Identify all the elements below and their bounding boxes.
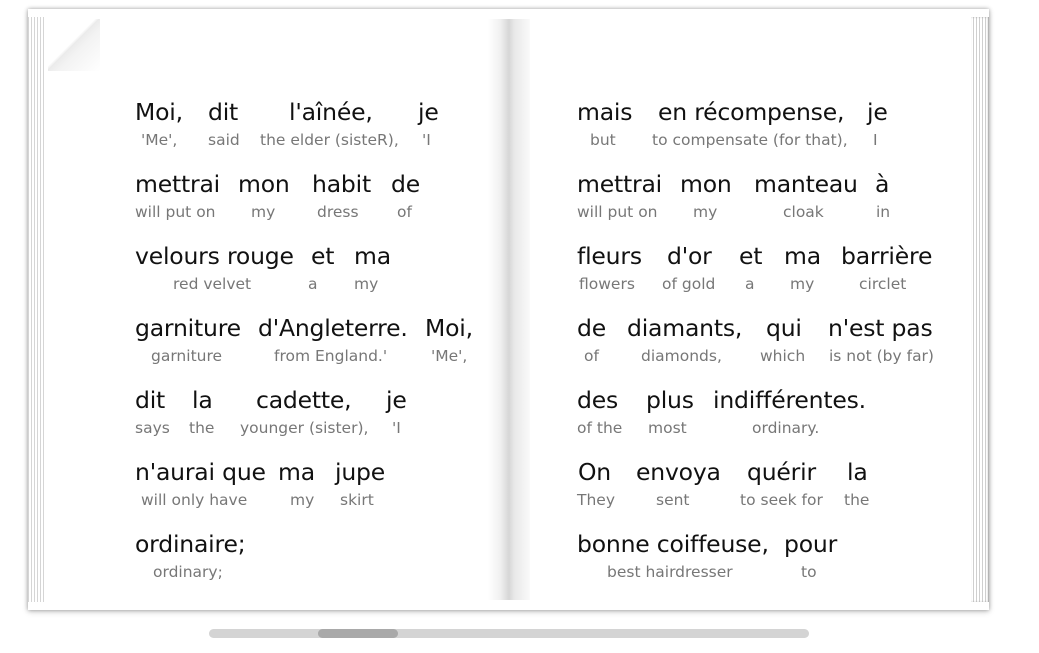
word-pair[interactable]: [740, 458, 823, 509]
text-line: [508, 314, 968, 374]
english-gloss: 'Me',: [431, 347, 468, 365]
word-pair[interactable]: [391, 170, 420, 221]
word-pair[interactable]: [627, 314, 743, 365]
english-gloss: in: [876, 203, 891, 221]
english-gloss: says: [135, 419, 170, 437]
english-gloss: sent: [656, 491, 690, 509]
word-pair[interactable]: [240, 386, 369, 437]
french-word[interactable]: cadette,: [256, 386, 352, 414]
word-pair[interactable]: [867, 98, 888, 149]
french-word[interactable]: indifférentes.: [713, 386, 866, 414]
word-pair[interactable]: [713, 386, 866, 437]
right-page: [508, 19, 968, 600]
word-pair[interactable]: [189, 386, 215, 437]
french-word[interactable]: bonne coiffeuse,: [577, 530, 769, 558]
word-pair[interactable]: [135, 530, 246, 581]
word-pair[interactable]: [135, 386, 170, 437]
english-gloss: 'I: [392, 419, 401, 437]
french-word[interactable]: quérir: [747, 458, 816, 486]
page-edges-left: [28, 17, 44, 602]
word-pair[interactable]: [577, 530, 769, 581]
french-word[interactable]: Moi,: [425, 314, 473, 342]
word-pair[interactable]: [680, 170, 732, 221]
french-word[interactable]: mon: [680, 170, 732, 198]
word-pair[interactable]: [135, 170, 220, 221]
word-pair[interactable]: [135, 242, 294, 293]
word-pair[interactable]: [258, 314, 408, 365]
english-gloss: which: [760, 347, 806, 365]
word-pair[interactable]: [577, 98, 633, 149]
french-word[interactable]: habit: [312, 170, 371, 198]
english-gloss: my: [693, 203, 718, 221]
english-gloss: my: [354, 275, 379, 293]
text-line: [46, 314, 508, 374]
word-pair[interactable]: [278, 458, 315, 509]
french-word[interactable]: qui: [766, 314, 802, 342]
french-word[interactable]: je: [418, 98, 439, 126]
french-word[interactable]: dit: [208, 98, 239, 126]
english-gloss: flowers: [579, 275, 635, 293]
word-pair[interactable]: [577, 314, 606, 365]
word-pair[interactable]: [354, 242, 391, 293]
word-pair[interactable]: [135, 314, 241, 365]
english-gloss: said: [208, 131, 240, 149]
french-word[interactable]: je: [867, 98, 888, 126]
text-line: [508, 242, 968, 302]
english-gloss: I: [873, 131, 878, 149]
word-pair[interactable]: [636, 458, 721, 509]
word-pair[interactable]: [577, 242, 642, 293]
word-pair[interactable]: [135, 98, 183, 149]
english-gloss: of: [397, 203, 412, 221]
english-gloss: the: [189, 419, 215, 437]
scrollbar-thumb[interactable]: [318, 629, 398, 638]
text-line: [46, 98, 508, 158]
word-pair[interactable]: [577, 386, 623, 437]
word-pair[interactable]: [784, 242, 821, 293]
english-gloss: to compensate (for that),: [652, 131, 848, 149]
english-gloss: best hairdresser: [607, 563, 733, 581]
word-pair[interactable]: [652, 98, 848, 149]
french-word[interactable]: jupe: [335, 458, 385, 486]
english-gloss: 'I: [422, 131, 431, 149]
french-word[interactable]: ma: [278, 458, 315, 486]
french-word[interactable]: barrière: [841, 242, 933, 270]
french-word[interactable]: manteau: [754, 170, 858, 198]
french-word[interactable]: d'or: [667, 242, 712, 270]
french-word[interactable]: pour: [784, 530, 838, 558]
french-word[interactable]: velours rouge: [135, 242, 294, 270]
french-word[interactable]: des: [577, 386, 619, 414]
english-gloss: circlet: [859, 275, 907, 293]
english-gloss: the: [844, 491, 870, 509]
english-gloss: They: [577, 491, 616, 509]
word-pair[interactable]: [308, 242, 335, 293]
french-word[interactable]: n'est pas: [828, 314, 933, 342]
word-pair[interactable]: [418, 98, 439, 149]
french-word[interactable]: je: [386, 386, 407, 414]
english-gloss: cloak: [783, 203, 824, 221]
english-gloss: of gold: [662, 275, 716, 293]
french-word[interactable]: ordinaire;: [135, 530, 246, 558]
french-word[interactable]: la: [847, 458, 868, 486]
word-pair[interactable]: [577, 458, 616, 509]
french-word[interactable]: ma: [354, 242, 391, 270]
text-line: [46, 170, 508, 230]
french-word[interactable]: mettrai: [577, 170, 662, 198]
page-edges-right: [971, 17, 989, 602]
word-pair[interactable]: [754, 170, 858, 221]
text-line: [46, 386, 508, 446]
word-pair[interactable]: [662, 242, 716, 293]
french-word[interactable]: dit: [135, 386, 166, 414]
french-word[interactable]: garniture: [135, 314, 241, 342]
word-pair[interactable]: [312, 170, 371, 221]
french-word[interactable]: On: [578, 458, 611, 486]
french-word[interactable]: n'aurai que: [135, 458, 266, 486]
french-word[interactable]: mettrai: [135, 170, 220, 198]
french-word[interactable]: Moi,: [135, 98, 183, 126]
english-gloss: diamonds,: [641, 347, 722, 365]
word-pair[interactable]: [577, 170, 662, 221]
word-pair[interactable]: [828, 314, 934, 365]
english-gloss: my: [790, 275, 815, 293]
english-gloss: dress: [317, 203, 359, 221]
word-pair[interactable]: [760, 314, 806, 365]
word-pair[interactable]: [844, 458, 870, 509]
french-word[interactable]: en récompense,: [658, 98, 845, 126]
english-gloss: younger (sister),: [240, 419, 369, 437]
english-gloss: will put on: [577, 203, 658, 221]
french-word[interactable]: ma: [784, 242, 821, 270]
french-word[interactable]: de: [577, 314, 606, 342]
english-gloss: is not (by far): [829, 347, 934, 365]
french-word[interactable]: d'Angleterre.: [258, 314, 408, 342]
french-word[interactable]: plus: [646, 386, 694, 414]
text-line: [508, 386, 968, 446]
english-gloss: red velvet: [173, 275, 252, 293]
word-pair[interactable]: [135, 458, 266, 509]
french-word[interactable]: de: [391, 170, 420, 198]
word-pair[interactable]: [238, 170, 290, 221]
text-line: [508, 530, 968, 590]
english-gloss: will put on: [135, 203, 216, 221]
english-gloss: from England.': [274, 347, 388, 365]
english-gloss: my: [290, 491, 315, 509]
english-gloss: the elder (sisteR),: [260, 131, 399, 149]
text-line: [46, 242, 508, 302]
book-spine: [488, 19, 530, 600]
french-word[interactable]: l'aînée,: [289, 98, 373, 126]
french-word[interactable]: mais: [577, 98, 633, 126]
english-gloss: but: [590, 131, 616, 149]
word-pair[interactable]: [646, 386, 694, 437]
english-gloss: ordinary.: [752, 419, 820, 437]
english-gloss: skirt: [340, 491, 374, 509]
word-pair[interactable]: [425, 314, 473, 365]
word-pair[interactable]: [875, 170, 891, 221]
english-gloss: my: [251, 203, 276, 221]
text-line: [508, 458, 968, 518]
french-word[interactable]: la: [192, 386, 213, 414]
word-pair[interactable]: [784, 530, 838, 581]
english-gloss: a: [745, 275, 755, 293]
english-gloss: to: [801, 563, 817, 581]
word-pair[interactable]: [841, 242, 933, 293]
french-word[interactable]: diamants,: [627, 314, 743, 342]
left-page: [46, 19, 508, 600]
french-word[interactable]: mon: [238, 170, 290, 198]
book: [28, 9, 989, 610]
english-gloss: garniture: [151, 347, 223, 365]
french-word[interactable]: et: [739, 242, 763, 270]
word-pair[interactable]: [335, 458, 385, 509]
french-word[interactable]: fleurs: [577, 242, 642, 270]
text-line: [508, 170, 968, 230]
english-gloss: 'Me',: [141, 131, 178, 149]
text-line: [46, 530, 508, 590]
english-gloss: will only have: [141, 491, 248, 509]
english-gloss: of the: [577, 419, 623, 437]
french-word[interactable]: à: [875, 170, 890, 198]
word-pair[interactable]: [739, 242, 763, 293]
english-gloss: most: [648, 419, 687, 437]
text-line: [46, 458, 508, 518]
horizontal-scrollbar[interactable]: [209, 629, 809, 638]
word-pair[interactable]: [386, 386, 407, 437]
french-word[interactable]: et: [311, 242, 335, 270]
english-gloss: a: [308, 275, 318, 293]
word-pair[interactable]: [208, 98, 240, 149]
english-gloss: to seek for: [740, 491, 823, 509]
english-gloss: of: [584, 347, 599, 365]
english-gloss: ordinary;: [153, 563, 223, 581]
french-word[interactable]: envoya: [636, 458, 721, 486]
word-pair[interactable]: [260, 98, 399, 149]
text-line: [508, 98, 968, 158]
